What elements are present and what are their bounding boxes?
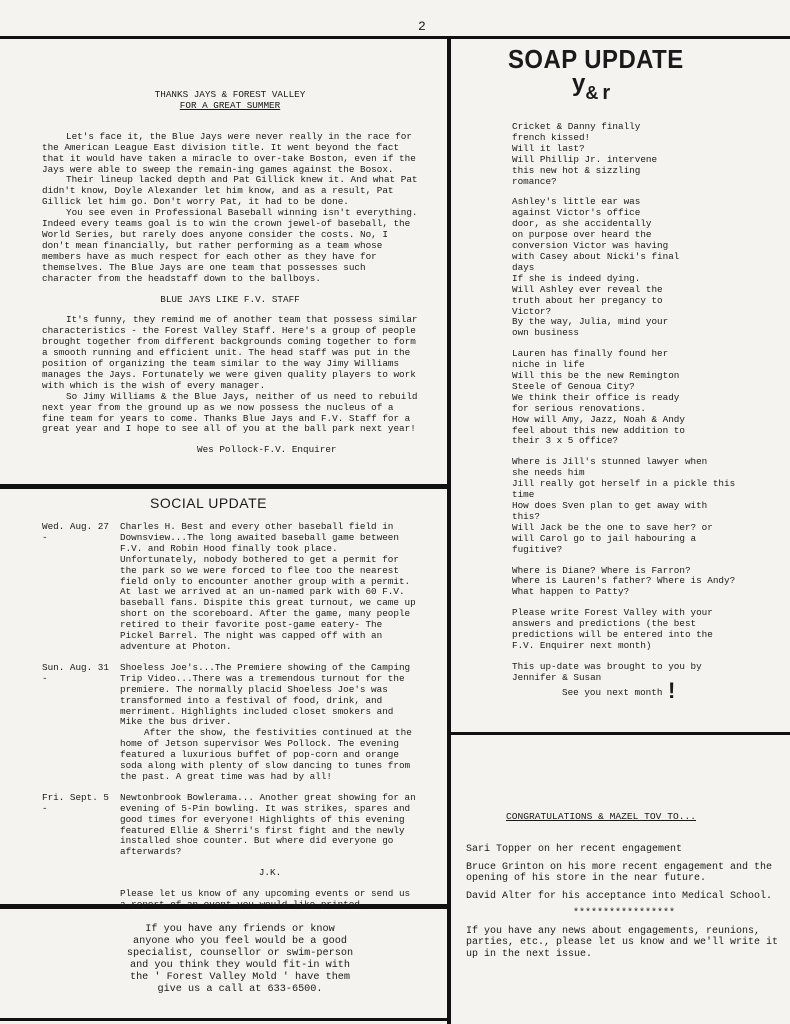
soap-section <box>512 457 780 555</box>
congrats-title <box>506 812 696 823</box>
soap-line: How does Sven plan to get away with <box>512 500 708 511</box>
friends-box <box>90 924 390 996</box>
congrats-item: Bruce Grinton on his more recent engagement and the opening of his store in the near future. <box>466 861 773 884</box>
soap-line: answers and predictions (the best <box>512 618 697 630</box>
top-rule <box>0 36 790 39</box>
entry-text: After the show, the festivities continued at the home of Jetson supervisor Wes Pollock. The evening featured a luxurious buffet of pop-corn and orange soda along with plenty of slow dancing to tunes from the past. A great time was had by all! <box>120 727 412 782</box>
social-entry <box>42 793 427 858</box>
soap-line: If she is indeed dying. <box>512 272 641 284</box>
article-paragraph: Their lineup lacked depth and Pat Gillick knew it. And what Pat didn't know, Doyle Alexander let him know, and as a result, Pat Gillick let him go. Don't worry Pat, it had to be done. <box>42 174 418 208</box>
entry-date: Fri. Sept. 5 - <box>42 791 109 814</box>
soap-line: this new hot & sizzling <box>512 164 641 176</box>
entry-text: Shoeless Joe's...The Premiere showing of the Camping Trip Video...There was a tremendous turnout for the premiere. The normally placid Shoeless Joe's was transformed into a festival of food, drink, and merriment. Highlights included closet smokers and Mike the bus driver. <box>120 661 411 728</box>
soap-line: Where is Diane? Where is Farron? <box>512 564 691 576</box>
logo-ampersand: & <box>585 83 599 103</box>
friends-line: give us a call at 633-6500. <box>157 984 323 995</box>
social-closing: Please let us know of any upcoming events or send us a report of an event you would like printed. <box>120 888 411 911</box>
soap-line: predictions will be entered into the <box>512 629 713 641</box>
congrats-item: Sari Topper on her recent engagement <box>466 844 683 855</box>
soap-line: time <box>512 489 535 501</box>
soap-line: will Carol go to jail habouring a <box>512 532 697 544</box>
soap-line: This up-date was brought to you by <box>512 660 702 672</box>
friends-line: anyone who you feel would be a good <box>133 936 347 947</box>
left-bottom-rule <box>0 1018 447 1021</box>
soap-line: french kissed! <box>512 131 591 143</box>
article-paragraph: So Jimy Williams & the Blue Jays, neither of us need to rebuild next year from the ground up as we now possess the nucleus of a fine team for years to come. Thanks Blue Jays and F.V. Staff for a great year and I hope to see all of you at the ball park next year! <box>42 390 418 435</box>
soap-line: fugitive? <box>512 543 563 555</box>
soap-line: this? <box>512 510 540 522</box>
entry-text: Charles H. Best and every other baseball field in Downsview...The long awaited baseball game between F.V. and Robin Hood finally took place. Unfortunately, nobody bothered to get a permit for the park so we were forced to flee too the nearest field only to encounter another group with a permit. At last we arrived at an un-named park with 60 F.V. baseball fans. Dispite this great turnout, we came up short on the scoreboard. After the game, many people retired to their favorite post-game eatery- The Pickel Barrel. The night was capped off with an adventure at Photon. <box>120 521 416 652</box>
soap-line: Where is Jill's stunned lawyer when <box>512 456 708 468</box>
soap-section <box>512 197 780 339</box>
soap-line: their 3 x 5 office? <box>512 435 619 447</box>
soap-line: Ashley's little ear was <box>512 196 641 208</box>
soap-line: days <box>512 261 535 273</box>
soap-title: SOAP UPDATE <box>508 44 684 74</box>
blue-jays-article <box>42 90 418 456</box>
soap-section <box>512 608 780 652</box>
soap-line: What happen to Patty? <box>512 586 630 598</box>
soap-line: Jennifer & Susan <box>512 671 602 683</box>
entry-date: Wed. Aug. 27 - <box>42 521 109 543</box>
soap-line: own business <box>512 327 579 339</box>
friends-line: the ' Forest Valley Mold ' have them <box>129 972 351 983</box>
logo-letter-r: r <box>602 82 611 104</box>
soap-line: Will Phillip Jr. intervene <box>512 153 658 165</box>
soap-section <box>512 662 780 684</box>
article-subhead: BLUE JAYS LIKE F.V. STAFF <box>160 293 300 305</box>
soap-line: truth about her pregancy to <box>512 294 663 306</box>
soap-line: Steele of Genoua City? <box>512 380 635 392</box>
soap-line: How will Amy, Jazz, Noah & Andy <box>512 413 685 425</box>
soap-line: on purpose over heard the <box>512 229 652 241</box>
friends-line: If you have any friends or know <box>145 924 335 935</box>
soap-line: Will this be the new Remington <box>512 370 680 382</box>
friends-line: specialist, counsellor or swim-person <box>126 948 354 959</box>
congrats-divider: ***************** <box>572 908 676 919</box>
article-paragraph: It's funny, they remind me of another team that possess similar characteristics - the Forest Valley Staff. Here's a group of people brought together from different backgrounds coming together to form a smooth running and efficient unit. The head staff was put in the position of organizing the team similar to the way Jimy Williams manages the Jays. Fortunately we were given quality players to work with which is the wish of every manager. <box>42 314 418 391</box>
logo-letter-y: y <box>572 70 586 97</box>
congrats-heading: CONGRATULATIONS & MAZEL TOV TO... <box>506 811 696 822</box>
soap-line: she needs him <box>512 467 585 479</box>
soap-line: By the way, Julia, mind your <box>512 316 669 328</box>
soap-line: for serious renovations. <box>512 402 646 414</box>
soap-signoff: See you next month <box>562 686 663 698</box>
soap-line: Will it last? <box>512 142 585 154</box>
left-divider-1 <box>0 484 447 489</box>
entry-text: Newtonbrook Bowlerama... Another great showing for an evening of 5-Pin bowling. It was strikes, spares and good times for everyone! Highlights of this evening featured Ellie & Sherri's first fight and the newly installed shoe counter. But where did everyone go afterwards? <box>120 791 416 858</box>
soap-line: conversion Victor was having <box>512 240 669 252</box>
soap-line: Cricket & Danny finally <box>512 121 641 132</box>
social-title: SOCIAL UPDATE <box>150 495 267 511</box>
soap-line: Where is Lauren's father? Where is Andy? <box>512 575 736 587</box>
soap-logo <box>572 70 611 104</box>
soap-line: Will Jack be the one to save her? or <box>512 521 713 533</box>
column-divider <box>447 36 451 1024</box>
article-paragraph: You see even in Professional Baseball winning isn't everything. Indeed every teams goal is to win the crown jewel-of baseball, the World Series, but rarely does anyone consider the costs. No, I don't mean financially, but rather performing as a team whose members have as much respect for each other as they have for themselves. The Blue Jays are one team that possesses such character from the headstaff down to the ballboys. <box>42 207 418 284</box>
soap-line: with Casey about Nicki's final <box>512 250 680 262</box>
soap-section <box>512 566 780 599</box>
article-paragraph: Let's face it, the Blue Jays were never really in the race for the American League East division title. It went beyond the fact that it would have taken a miracle to over-take Boston, even if the Jays were able to sweep the remain-ing games against the Bosox. <box>42 130 416 175</box>
social-entry <box>42 522 427 653</box>
soap-section <box>512 349 780 447</box>
soap-line: Lauren has finally found her <box>512 348 669 360</box>
congrats-section <box>466 844 782 960</box>
entry-date: Sun. Aug. 31 - <box>42 661 109 684</box>
social-entry <box>42 663 427 783</box>
soap-line: We think their office is ready <box>512 391 680 403</box>
soap-update <box>512 121 780 703</box>
page-number: 2 <box>418 19 426 34</box>
soap-line: niche in life <box>512 359 585 371</box>
congrats-item: David Alter for his acceptance into Medical School. <box>466 890 773 902</box>
article-subtitle: FOR A GREAT SUMMER <box>179 99 281 111</box>
congrats-closing: If you have any news about engagements, reunions, parties, etc., please let us know and we'll write it up in the next issue. <box>466 925 779 960</box>
soap-line: door, as she accidentally <box>512 218 652 230</box>
article-title: THANKS JAYS & FOREST VALLEY <box>154 89 306 100</box>
soap-line: Victor? <box>512 305 552 317</box>
soap-line: feel about this new addition to <box>512 424 685 436</box>
soap-line: romance? <box>512 175 557 187</box>
article-signature: Wes Pollock-F.V. Enquirer <box>197 444 337 456</box>
soap-section <box>512 122 780 187</box>
soap-line: Jill really got herself in a pickle this <box>512 478 736 490</box>
social-initials: J.K. <box>258 867 282 879</box>
soap-line: Will Ashley ever reveal the <box>512 283 663 295</box>
soap-line: Please write Forest Valley with your <box>512 607 713 619</box>
right-divider <box>451 732 790 735</box>
social-update <box>42 522 427 911</box>
soap-line: against Victor's office <box>512 207 641 219</box>
friends-line: and you think they would fit-in with <box>129 960 351 971</box>
soap-line: F.V. Enquirer next month) <box>512 639 652 651</box>
soap-exclaim: ! <box>668 677 676 703</box>
